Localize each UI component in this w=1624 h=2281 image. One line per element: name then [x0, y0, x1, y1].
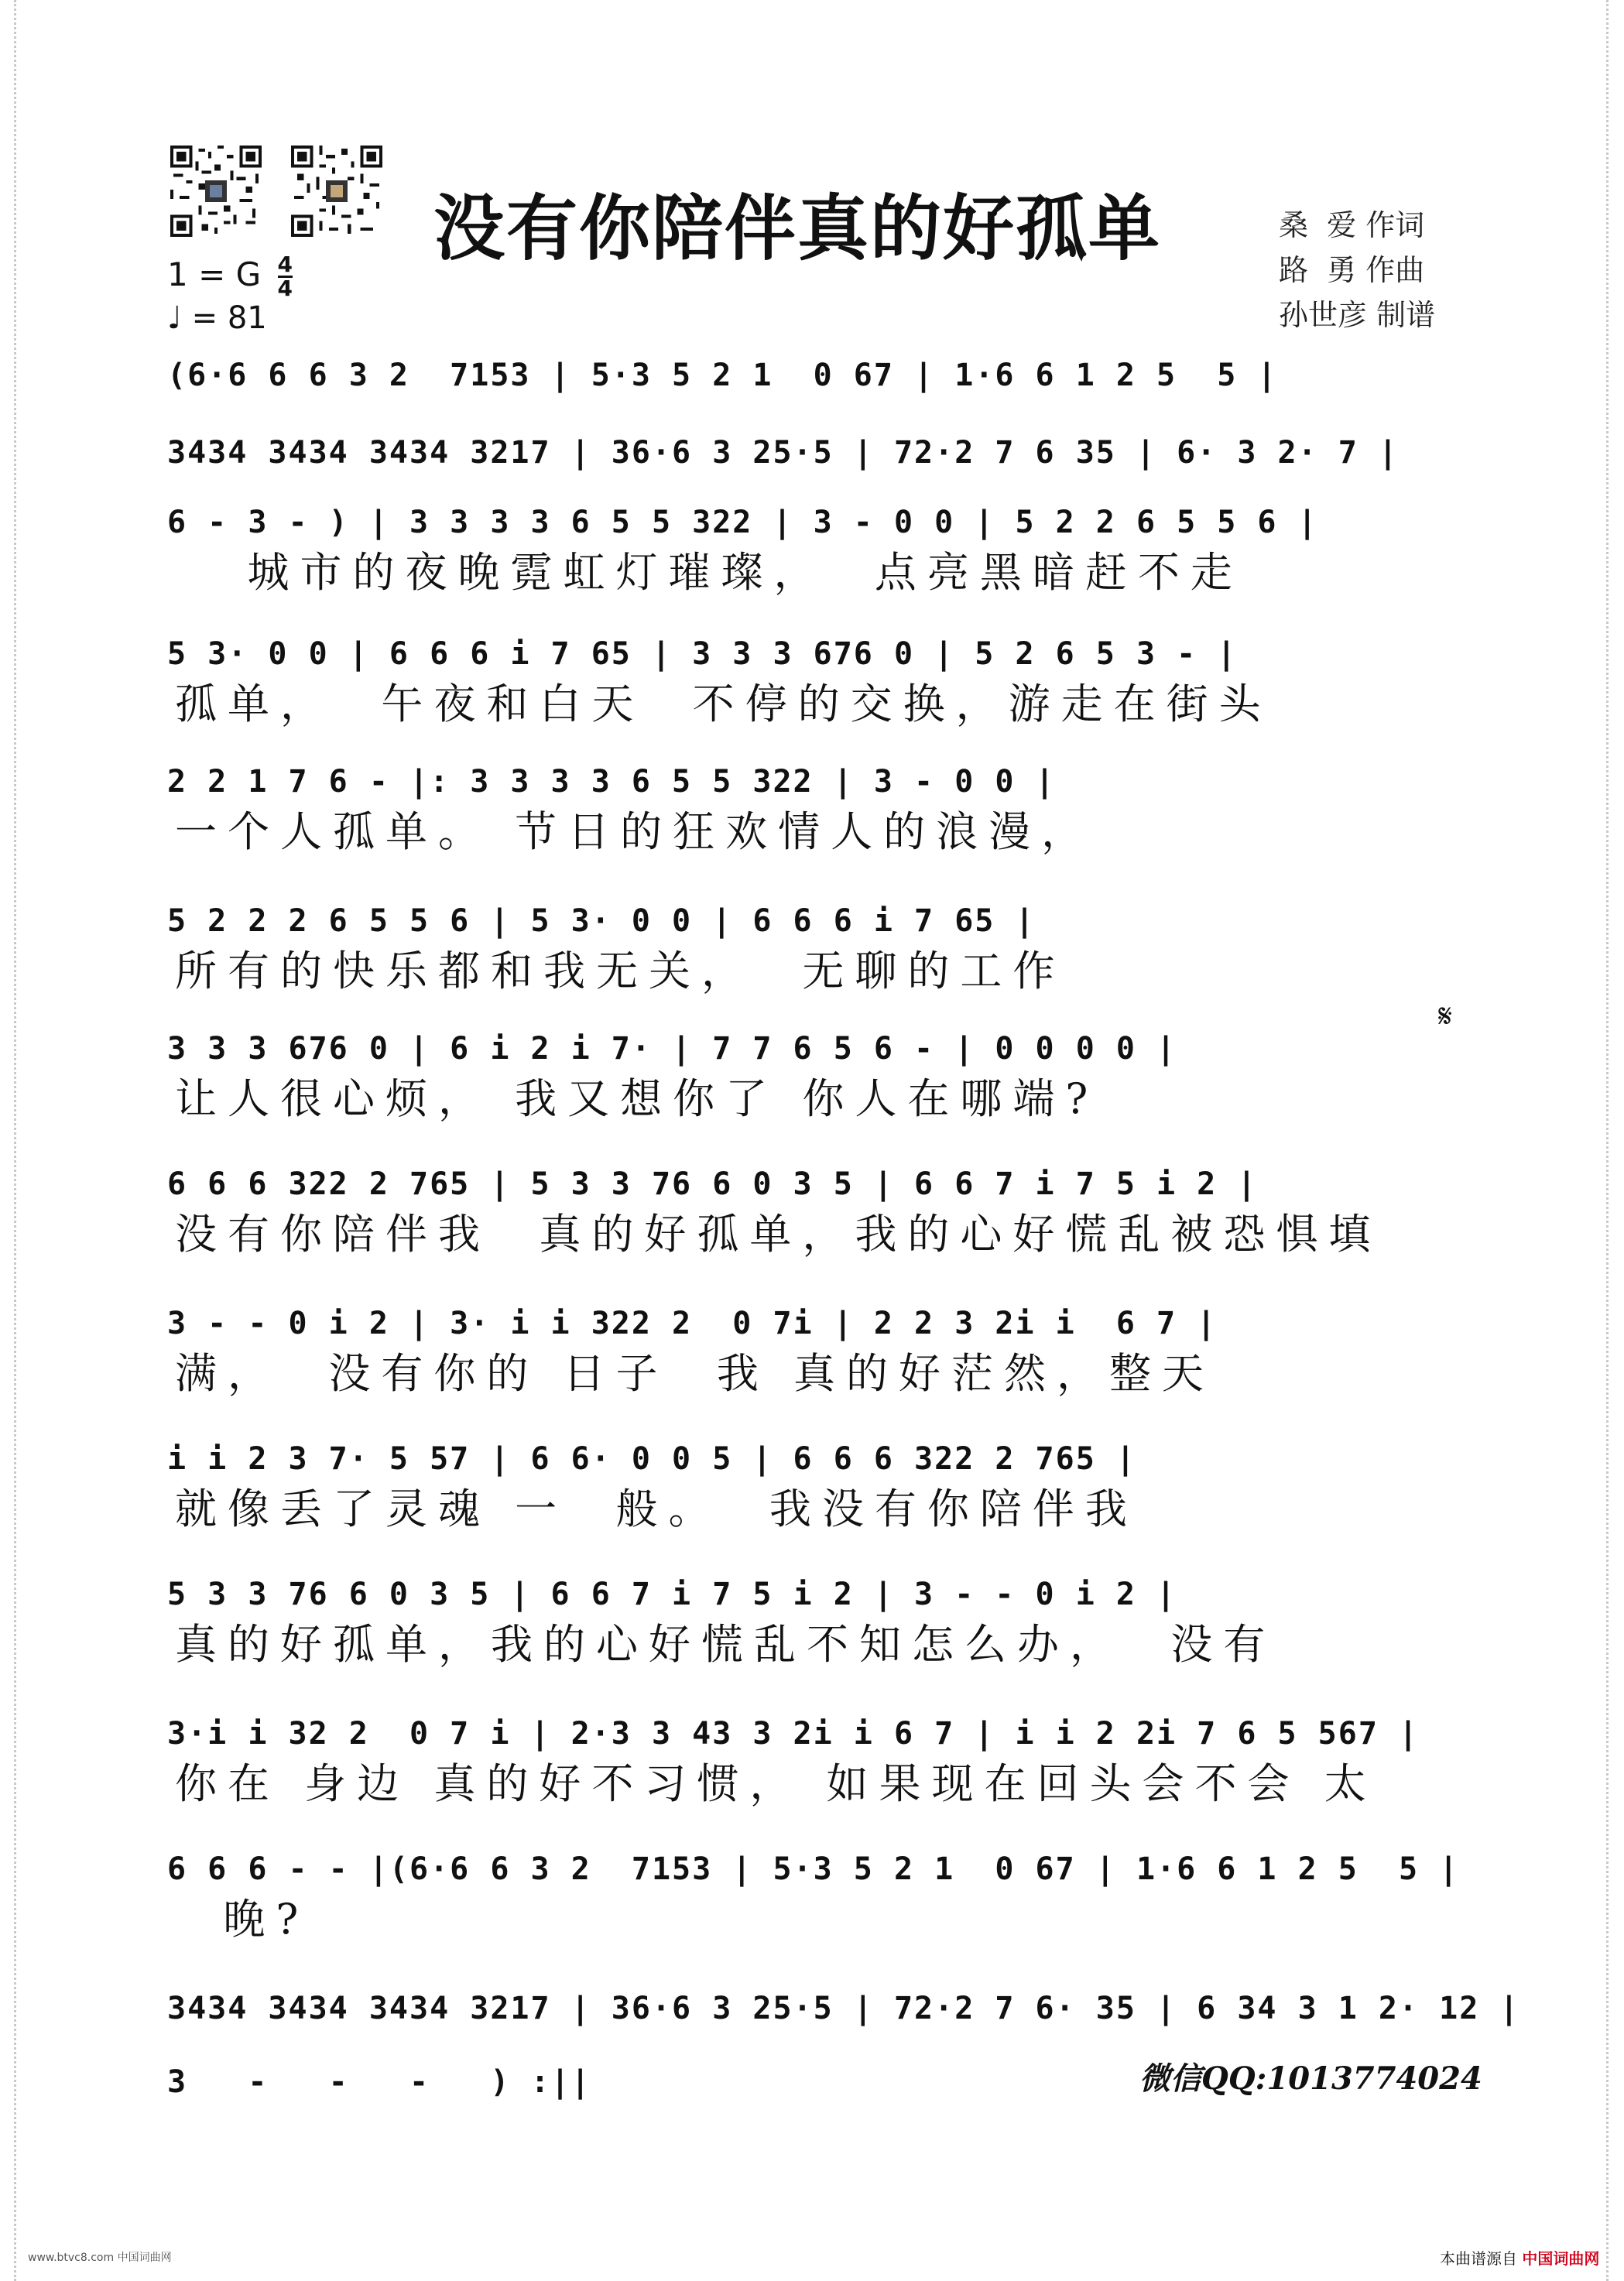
contact-info: 微信QQ:1013774024	[1139, 2060, 1482, 2097]
lyric-row: 真的好孤单，我的心好慌乱不知怎么办， 没有	[175, 1620, 1276, 1669]
song-title: 没有你陪伴真的好孤单	[433, 187, 1162, 270]
footer-prefix: 本曲谱源自	[1440, 2249, 1517, 2268]
score-line	[167, 499, 1468, 600]
lyric-row: 满， 没有你的 日子 我 真的好茫然，整天	[175, 1349, 1215, 1398]
lyricist-credit: 桑 爱 作词	[1279, 208, 1425, 242]
score-line	[167, 1711, 1468, 1811]
score-line	[167, 631, 1468, 731]
score-line	[167, 1436, 1468, 1536]
notation-row: 6 6 6 322 2 765 | 5 3 3 76 6 0 3 5 | 6 6 7 i 7 5 i 2 |	[167, 1166, 1258, 1202]
time-signature-top: 4	[277, 252, 293, 277]
lyric-row: 一个人孤单。 节日的狂欢情人的浪漫，	[175, 807, 1095, 856]
lyric-row: 城市的夜晚霓虹灯璀璨， 点亮黑暗赶不走	[175, 548, 1243, 597]
qr-code-icon	[291, 146, 382, 237]
lyric-row: 所有的快乐都和我无关， 无聊的工作	[175, 947, 1066, 995]
notation-row: 3434 3434 3434 3217 | 36·6 3 25·5 | 72·2 7 6· 35 | 6 34 3 1 2· 12 |	[167, 1991, 1520, 2026]
tempo-marking	[167, 300, 267, 336]
notation-row: 3·i i 32 2 0 7 i | 2·3 3 43 3 2i i 6 7 | i i 2 2i 7 6 5 567 |	[167, 1716, 1420, 1752]
composer-credit: 路 勇 作曲	[1279, 253, 1425, 287]
arranger-credit: 孙世彦 制谱	[1279, 298, 1436, 332]
lyric-row: 你在 身边 真的好不习惯， 如果现在回头会不会 太	[175, 1759, 1377, 1808]
notation-row: 5 2 2 2 6 5 5 6 | 5 3· 0 0 | 6 6 6 i 7 65 |	[167, 903, 1036, 939]
key-label: 1 = G	[167, 255, 262, 293]
notation-row: i i 2 3 7· 5 57 | 6 6· 0 0 5 | 6 6 6 322 2 765 |	[167, 1441, 1136, 1477]
notation-row: (6·6 6 6 3 2 7153 | 5·3 5 2 1 0 67 | 1·6 6 1 2 5 5 |	[167, 358, 1278, 393]
footer-attribution	[1440, 2246, 1599, 2269]
score-line	[167, 1846, 1468, 1947]
score-line	[167, 1161, 1468, 1262]
lyric-row: 孤单， 午夜和白天 不停的交换，游走在街头	[175, 680, 1272, 728]
lyric-row: 就像丢了灵魂 一 般。 我没有你陪伴我	[175, 1485, 1138, 1533]
notation-row: 3 - - - ) :||	[167, 2064, 591, 2100]
lyric-row	[167, 2105, 1468, 2159]
notation-row: 5 3· 0 0 | 6 6 6 i 7 65 | 3 3 3 676 0 | 5 2 6 5 3 - |	[167, 636, 1238, 672]
notation-row: 6 - 3 - ) | 3 3 3 3 6 5 5 322 | 3 - 0 0 | 5 2 2 6 5 5 6 |	[167, 505, 1318, 540]
lyric-row: 没有你陪伴我 真的好孤单，我的心好慌乱被恐惧填	[175, 1210, 1382, 1259]
footer-site-name: 中国词曲网	[1522, 2249, 1600, 2268]
score-line	[167, 1571, 1468, 1672]
time-signature-bottom: 4	[277, 276, 293, 301]
notation-row: 5 3 3 76 6 0 3 5 | 6 6 7 i 7 5 i 2 | 3 - - 0 i 2 |	[167, 1577, 1177, 1612]
key-signature	[167, 254, 293, 300]
segno-icon: 𝄋	[1438, 997, 1453, 1035]
score-line	[167, 759, 1468, 859]
lyric-row: 让人很心烦， 我又想你了 你人在哪端?	[175, 1074, 1099, 1123]
notation-row: 2 2 1 7 6 - |: 3 3 3 3 6 5 5 322 | 3 - 0 0 |	[167, 764, 1056, 800]
tempo-label: = 81	[191, 300, 267, 336]
score-line	[167, 1300, 1468, 1401]
footer-source-url: www.btvc8.com 中国词曲网	[28, 2252, 172, 2264]
notation-row: 3434 3434 3434 3217 | 36·6 3 25·5 | 72·2 7 6 35 | 6· 3 2· 7 |	[167, 435, 1400, 471]
score-line	[167, 898, 1468, 998]
lyric-row: 晚?	[175, 1895, 310, 1944]
quarter-note-icon: ♩	[167, 300, 182, 336]
credits	[1279, 203, 1435, 337]
notation-row: 3 3 3 676 0 | 6 i 2 i 7· | 7 7 6 5 6 - | 0 0 0 0 |	[167, 1031, 1177, 1067]
notation-row: 3 - - 0 i 2 | 3· i i 322 2 0 7i | 2 2 3 2i i 6 7 |	[167, 1306, 1218, 1341]
score-line	[167, 1026, 1468, 1126]
qr-code-icon	[170, 146, 262, 237]
time-signature	[278, 254, 293, 300]
notation-row: 6 6 6 - - |(6·6 6 3 2 7153 | 5·3 5 2 1 0 67 | 1·6 6 1 2 5 5 |	[167, 1851, 1460, 1887]
